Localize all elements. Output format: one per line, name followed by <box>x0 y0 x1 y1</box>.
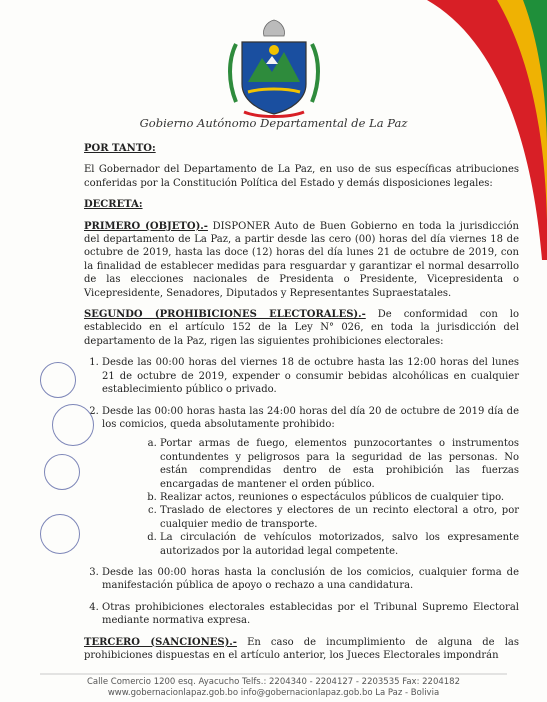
list-item <box>102 405 519 558</box>
article-primero <box>84 220 519 300</box>
government-title: Gobierno Autónomo Departamental de La Paz <box>139 116 408 130</box>
list-item: c. Traslado de electores y electores de un recinto electoral a otro, por cualquier medio de transporte. <box>160 504 519 531</box>
list-item-text: Desde las 00:00 horas hasta las 24:00 horas del día 20 de octubre de 2019 día de los comicios, queda absolutamente prohibido: <box>102 405 519 430</box>
sub-prohibitions-list <box>102 437 519 558</box>
article-tercero-heading: TERCERO (SANCIONES).- <box>84 636 237 648</box>
article-tercero-text: En caso de incumplimiento de alguna de las prohibiciones dispuestas en el artículo anterior, los Jueces Electorales impondrán <box>84 636 520 661</box>
stamp-2 <box>52 404 94 446</box>
footer-address: Calle Comercio 1200 esq. Ayacucho Telfs.: 2204340 - 2204127 - 2203535 Fax: 2204182 <box>87 677 460 687</box>
stamp-3 <box>44 454 80 490</box>
footer-contact <box>0 677 547 699</box>
article-primero-text: DISPONER Auto de Buen Gobierno en toda la jurisdicción del departamento de La Paz, a partir desde las cero (00) horas del día viernes 18 de octubre de 2019, hasta las doce (12) horas del día lunes 21 de octubre de 2019, con la finalidad de establecer medidas para resguardar y garantizar el normal desarrollo de las elecciones nacionales de Presidenta o Presidente, Vicepresidenta o Vicepresidente, Senadores, Diputados y Representantes Supraestatales. <box>84 220 520 299</box>
article-segundo-heading: SEGUNDO (PROHIBICIONES ELECTORALES).- <box>84 309 366 321</box>
article-segundo-text: De conformidad con lo establecido en el artículo 152 de la Ley N° 026, en toda la jurisdicción del departamento de la Paz, rigen las siguientes prohibiciones electorales: <box>84 309 519 347</box>
decreta-heading: DECRETA: <box>84 199 143 211</box>
list-item: d. La circulación de vehículos motorizados, salvo los expresamente autorizados por la autoridad legal competente. <box>160 531 519 558</box>
list-item: a. Portar armas de fuego, elementos punzocortantes o instrumentos contundentes y peligrosos para la seguridad de las personas. No están comprendidas dentro de esta prohibición las fuerzas encargadas de mantener el orden público. <box>160 437 519 491</box>
footer-divider <box>0 672 547 676</box>
intro-paragraph: El Gobernador del Departamento de La Paz, en uso de sus específicas atribuciones conferidas por la Constitución Política del Estado y demás disposiciones legales: <box>84 164 519 189</box>
coat-of-arms-seal <box>214 12 334 122</box>
article-segundo <box>84 308 519 348</box>
decree-body <box>84 142 519 670</box>
list-item: 3. Desde las 00:00 horas hasta la conclusión de los comicios, cualquier forma de manifestación pública de apoyo o rechazo a una candidatura. <box>102 566 519 593</box>
footer-web-email: www.gobernacionlapaz.gob.bo info@gobernacionlapaz.gob.bo La Paz - Bolivia <box>107 688 440 698</box>
article-tercero <box>84 636 519 663</box>
prohibitions-list <box>84 356 519 627</box>
article-primero-heading: PRIMERO (OBJETO).- <box>84 220 208 232</box>
list-item: b. Realizar actos, reuniones o espectáculos públicos de cualquier tipo. <box>160 491 519 504</box>
stamp-4 <box>40 514 80 554</box>
stamp-1 <box>40 362 76 398</box>
por-tanto-heading: POR TANTO: <box>84 143 156 154</box>
list-item: 1. Desde las 00:00 horas del viernes 18 de octubre hasta las 12:00 horas del lunes 21 de octubre de 2019, expender o consumir bebidas alcohólicas en cualquier establecimiento público o privado. <box>102 356 519 396</box>
list-item: 4. Otras prohibiciones electorales establecidas por el Tribunal Supremo Electoral mediante normativa expresa. <box>102 601 519 628</box>
